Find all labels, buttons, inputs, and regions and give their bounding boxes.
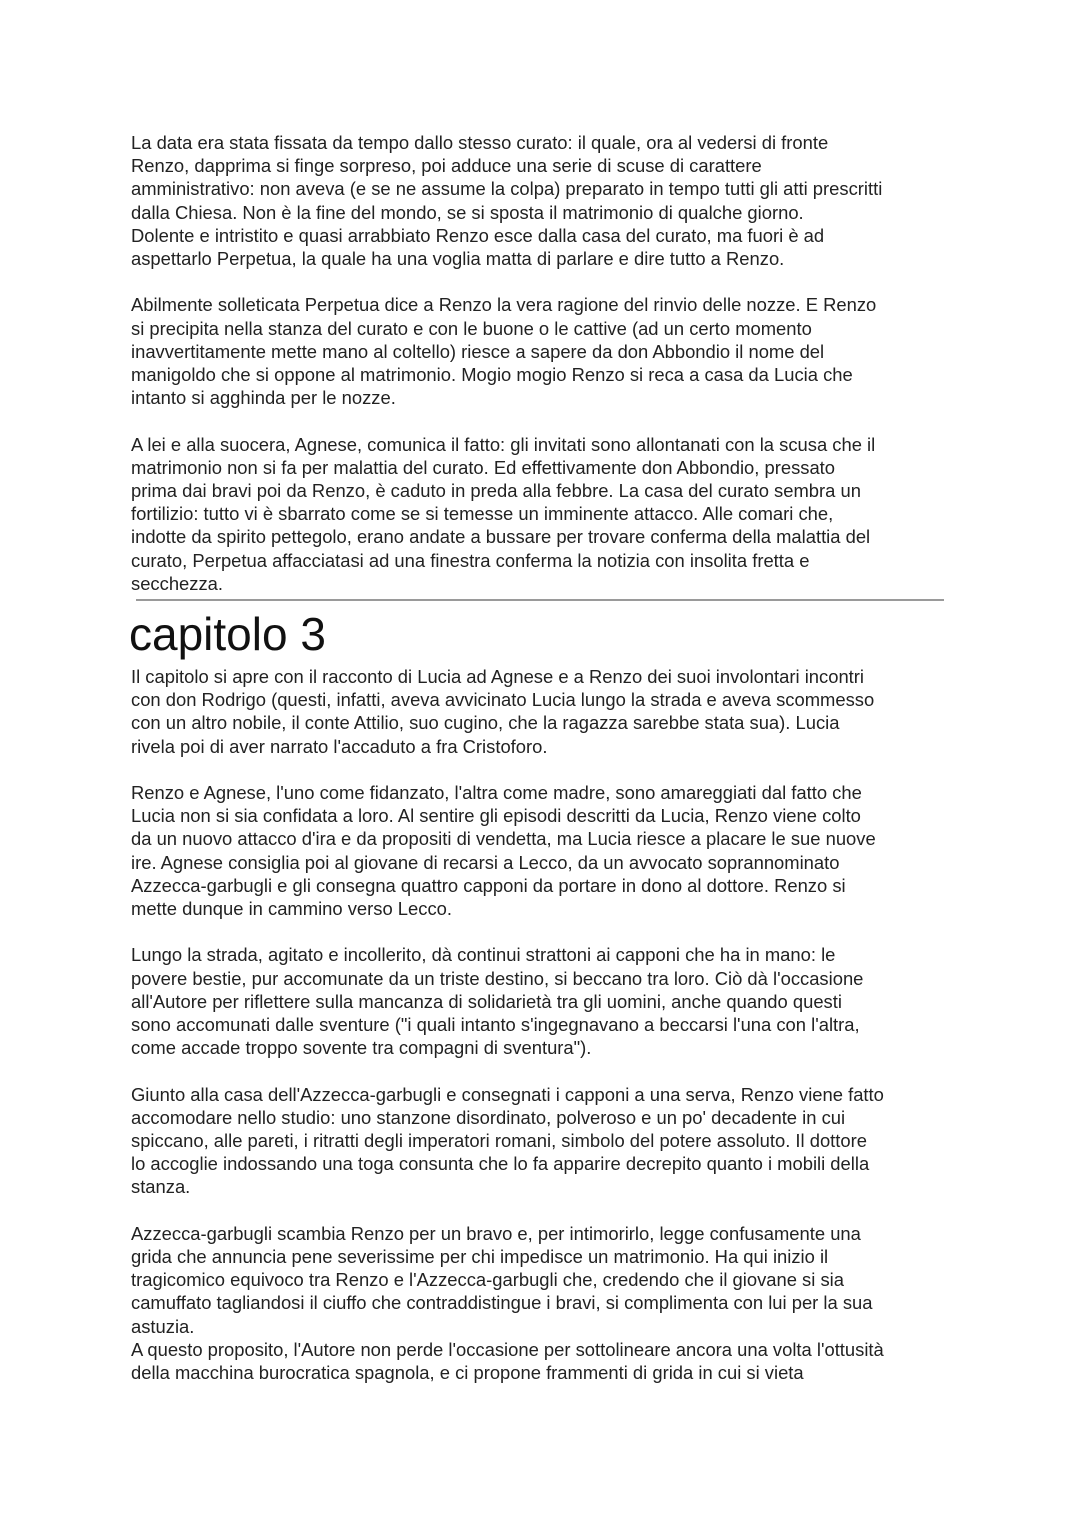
- document-page: [131, 131, 949, 1384]
- text-line: A lei e alla suocera, Agnese, comunica il fatto: gli invitati sono allontanati con la scusa che il: [131, 433, 876, 455]
- text-line: Lucia non si sia confidata a loro. Al sentire gli episodi descritti da Lucia, Renzo viene colto: [131, 805, 861, 827]
- text-line: povere bestie, pur accomunate da un triste destino, si beccano tra loro. Ciò dà l'occasione: [131, 967, 864, 989]
- text-line: Abilmente solleticata Perpetua dice a Renzo la vera ragione del rinvio delle nozze. E Renzo: [131, 294, 877, 316]
- text-line: fortilizio: tutto vi è sbarrato come se si temesse un imminente attacco. Alle comari che,: [131, 503, 834, 525]
- text-line: secchezza.: [131, 572, 223, 594]
- text-line: ire. Agnese consiglia poi al giovane di recarsi a Lecco, da un avvocato soprannominato: [131, 851, 840, 873]
- text-line: grida che annuncia pene severissime per chi impedisce un matrimonio. Ha qui inizio il: [131, 1246, 829, 1268]
- text-line: da un nuovo attacco d'ira e da propositi di vendetta, ma Lucia riesce a placare le sue nuove: [131, 828, 876, 850]
- text-line: Il capitolo si apre con il racconto di Lucia ad Agnese e a Renzo dei suoi involontari incontri: [131, 666, 864, 688]
- text-line: sono accomunati dalle sventure ("i quali intanto s'ingegnavano a beccarsi l'una con l'altra,: [131, 1014, 860, 1036]
- text-line: Renzo, dapprima si finge sorpreso, poi adduce una serie di scuse di carattere: [131, 155, 762, 177]
- text-line: intanto si agghinda per le nozze.: [131, 387, 396, 409]
- text-line: inavvertitamente mette mano al coltello) riesce a sapere da don Abbondio il nome del: [131, 340, 825, 362]
- text-line: si precipita nella stanza del curato e con le buone o le cattive (ad un certo momento: [131, 317, 812, 339]
- paragraph: [131, 943, 949, 1059]
- text-line: stanza.: [131, 1176, 191, 1198]
- text-line: dalla Chiesa. Non è la fine del mondo, se si sposta il matrimonio di qualche giorno.: [131, 201, 804, 223]
- text-line: La data era stata fissata da tempo dallo stesso curato: il quale, ora al vedersi di fronte: [131, 132, 829, 153]
- paragraph: [131, 1083, 949, 1199]
- text-line: Azzecca-garbugli scambia Renzo per un bravo e, per intimorirlo, legge confusamente una: [131, 1222, 861, 1244]
- text-line: manigoldo che si oppone al matrimonio. Mogio mogio Renzo si reca a casa da Lucia che: [131, 364, 853, 386]
- text-line: curato, Perpetua affacciatasi ad una finestra conferma la notizia con insolita fretta e: [131, 549, 810, 571]
- text-line: lo accoglie indossando una toga consunta che lo fa apparire decrepito quanto i mobili della: [131, 1153, 870, 1175]
- paragraph: [131, 1338, 949, 1384]
- text-line: matrimonio non si fa per malattia del curato. Ed effettivamente don Abbondio, pressato: [131, 456, 836, 478]
- text-line: Azzecca-garbugli e gli consegna quattro capponi da portare in dono al dottore. Renzo si: [131, 874, 846, 896]
- text-line: tragicomico equivoco tra Renzo e l'Azzecca-garbugli che, credendo che il giovane si sia: [131, 1269, 844, 1291]
- text-line: accomodare nello studio: uno stanzone disordinato, polveroso e un po' decadente in cui: [131, 1106, 846, 1128]
- text-line: Giunto alla casa dell'Azzecca-garbugli e consegnati i capponi a una serva, Renzo viene fatto: [131, 1083, 884, 1105]
- text-line: Renzo e Agnese, l'uno come fidanzato, l'altra come madre, sono amareggiati dal fatto che: [131, 782, 862, 804]
- text-line: rivela poi di aver narrato l'accaduto a fra Cristoforo.: [131, 735, 548, 757]
- text-line: indotte da spirito pettegolo, erano andate a bussare per trovare conferma della malattia del: [131, 526, 871, 548]
- paragraph: [131, 665, 949, 758]
- paragraph: [131, 131, 949, 270]
- text-line: con don Rodrigo (questi, infatti, aveva avvicinato Lucia lungo la strada e aveva scommesso: [131, 689, 875, 711]
- text-line: come accade troppo sovente tra compagni di sventura").: [131, 1037, 592, 1059]
- text-line: camuffato tagliandosi il ciuffo che contraddistingue i bravi, si complimenta con lui per la sua: [131, 1292, 873, 1314]
- paragraph: [131, 293, 949, 409]
- text-line: amministrativo: non aveva (e se ne assume la colpa) preparato in tempo tutti gli atti prescritti: [131, 178, 883, 200]
- text-line: A questo proposito, l'Autore non perde l'occasione per sottolineare ancora una volta l'ottusità: [131, 1338, 884, 1360]
- text-line: aspettarlo Perpetua, la quale ha una voglia matta di parlare e dire tutto a Renzo.: [131, 248, 785, 270]
- text-line: all'Autore per riflettere sulla mancanza di solidarietà tra gli uomini, anche quando questi: [131, 990, 842, 1012]
- intro-section: [131, 131, 949, 595]
- text-line: Lungo la strada, agitato e incollerito, dà continui strattoni ai capponi che ha in mano: le: [131, 944, 836, 966]
- text-line: astuzia.: [131, 1315, 195, 1337]
- text-line: spiccano, alle pareti, i ritratti degli imperatori romani, simbolo del potere assoluto. Il dottore: [131, 1130, 867, 1152]
- chapter-section: [131, 665, 949, 1384]
- chapter-heading: capitolo 3: [129, 608, 326, 661]
- text-line: della macchina burocratica spagnola, e ci propone frammenti di grida in cui si vieta: [131, 1362, 804, 1384]
- text-line: mette dunque in cammino verso Lecco.: [131, 898, 452, 920]
- paragraph: [131, 1222, 949, 1338]
- paragraph: [131, 433, 949, 595]
- text-line: con un altro nobile, il conte Attilio, suo cugino, che la ragazza sarebbe stata sua). Lucia: [131, 712, 840, 734]
- horizontal-divider: [136, 599, 944, 601]
- text-line: prima dai bravi poi da Renzo, è caduto in preda alla febbre. La casa del curato sembra un: [131, 480, 861, 502]
- paragraph: [131, 781, 949, 920]
- text-line: Dolente e intristito e quasi arrabbiato Renzo esce dalla casa del curato, ma fuori è ad: [131, 224, 825, 246]
